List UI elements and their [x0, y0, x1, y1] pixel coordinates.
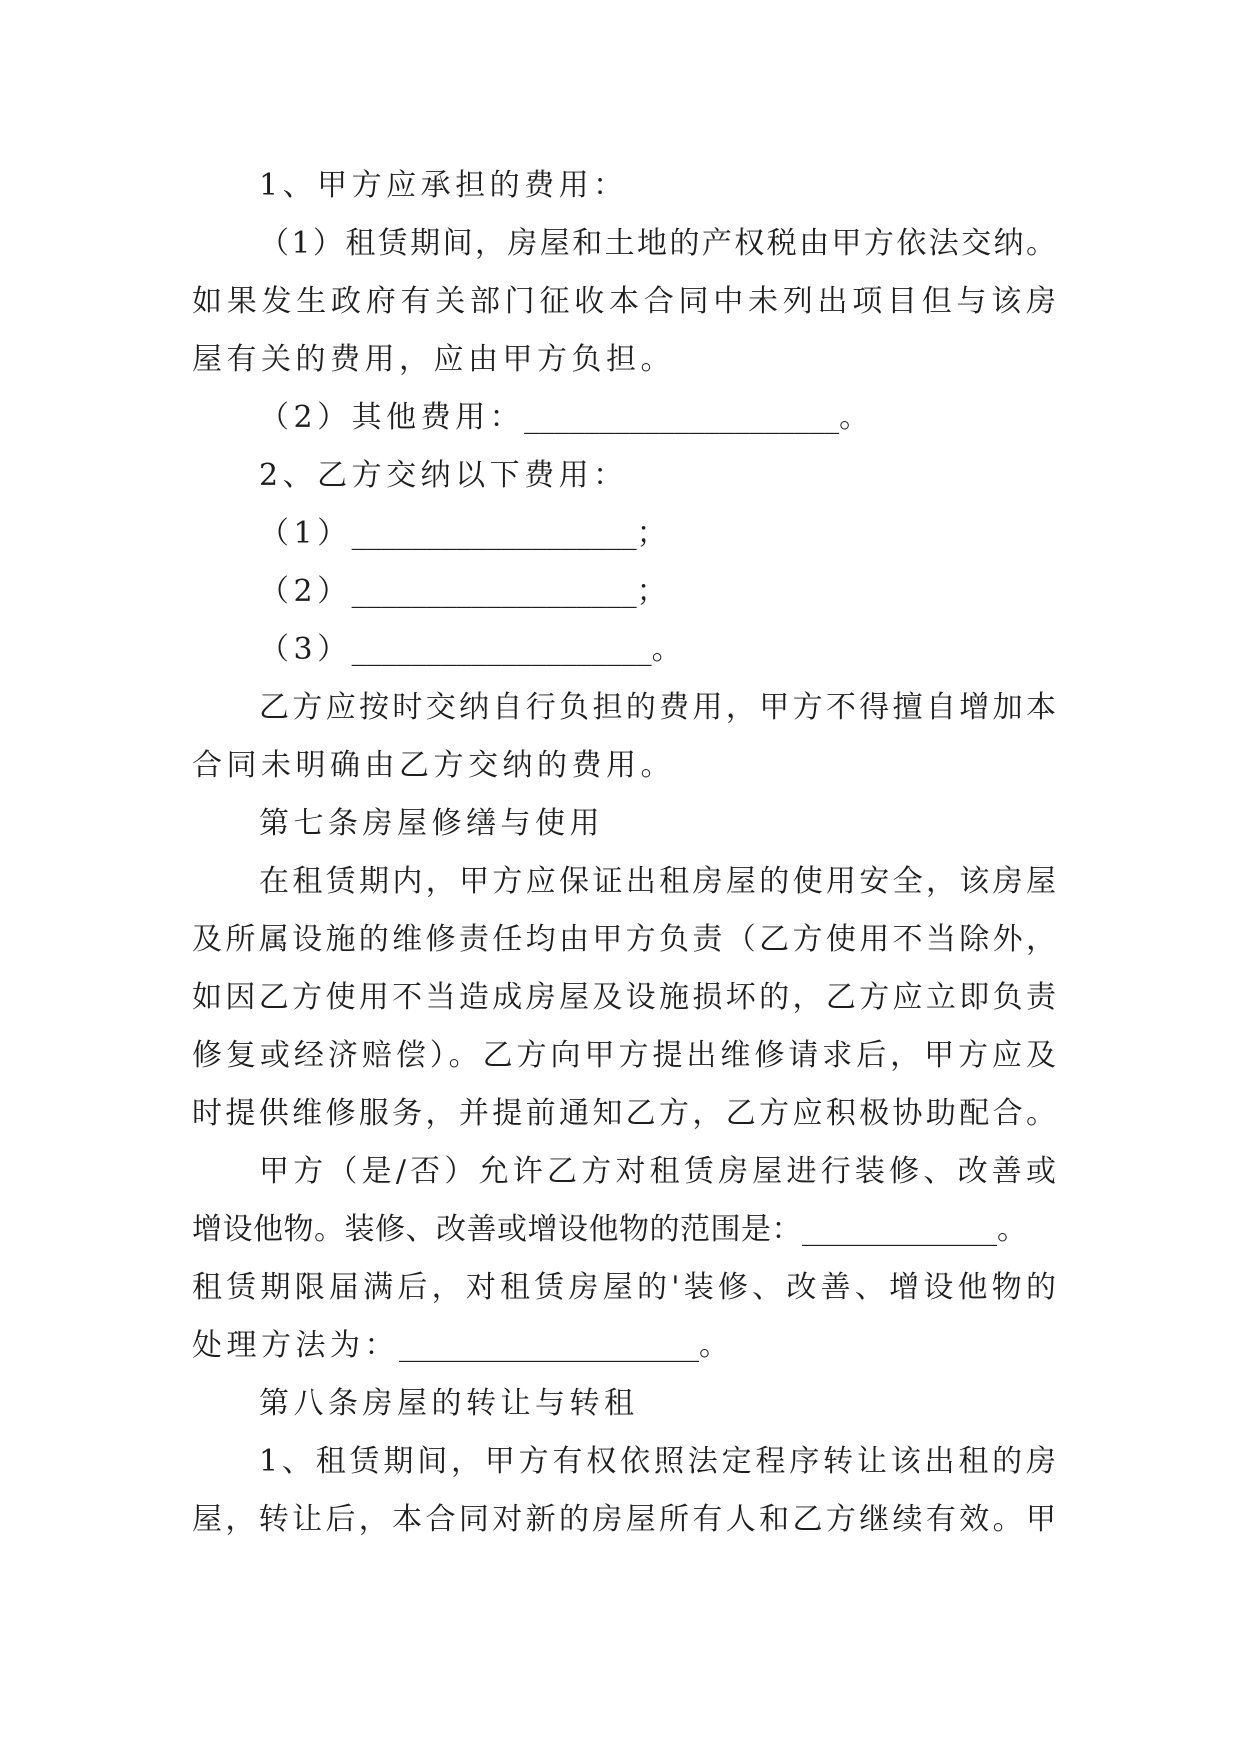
- text-line: 2、乙方交纳以下费用：: [259, 458, 628, 493]
- line-text: 。: [997, 1212, 1028, 1247]
- text-line: 乙方应按时交纳自行负担的费用，甲方不得擅自增加本: [259, 690, 1056, 725]
- section-heading: 第七条房屋修缮与使用: [259, 806, 604, 841]
- line-text: 。: [839, 400, 874, 435]
- fill-in-blank: _____________: [802, 1212, 997, 1247]
- line-text: 增设他物。装修、改善或增设他物的范围是：: [192, 1212, 802, 1247]
- line-text: 。: [699, 1328, 734, 1363]
- text-line: [192, 505, 1056, 563]
- text-line: 在租赁期内，甲方应保证出租房屋的使用安全，该房屋: [259, 864, 1056, 899]
- text-line: [192, 389, 1056, 447]
- text-line: 如因乙方使用不当造成房屋及设施损坏的，乙方应立即负责: [192, 980, 1056, 1015]
- line-text: ；: [636, 516, 672, 551]
- line-text: 处理方法为：: [192, 1328, 399, 1363]
- line-text: ；: [636, 574, 672, 609]
- fill-in-blank: ___________________: [351, 516, 637, 551]
- text-line: [192, 621, 1056, 679]
- line-text: （3）: [259, 632, 352, 667]
- fill-in-blank: _____________________: [524, 400, 840, 435]
- line-text: （2）其他费用：: [259, 400, 525, 435]
- line-text: （2）: [259, 574, 352, 609]
- text-line: 如果发生政府有关部门征收本合同中未列出项目但与该房: [192, 284, 1056, 319]
- document-page: [192, 157, 1056, 1549]
- text-line: 时提供维修服务，并提前通知乙方，乙方应积极协助配合。: [192, 1096, 1056, 1131]
- text-line: 租赁期限届满后，对租赁房屋的'装修、改善、增设他物的: [192, 1270, 1056, 1305]
- text-line: 1、租赁期间，甲方有权依照法定程序转让该出租的房: [259, 1444, 1056, 1479]
- text-line: （1）租赁期间，房屋和土地的产权税由甲方依法交纳。: [259, 226, 1056, 261]
- text-line: 屋，转让后，本合同对新的房屋所有人和乙方继续有效。甲: [192, 1502, 1056, 1537]
- text-line: 屋有关的费用，应由甲方负担。: [192, 342, 675, 377]
- text-line: [192, 1201, 1056, 1259]
- text-line: 甲方（是/否）允许乙方对租赁房屋进行装修、改善或: [259, 1154, 1056, 1189]
- text-line: [192, 1317, 1056, 1375]
- fill-in-blank: ____________________: [399, 1328, 699, 1363]
- line-text: 。: [651, 632, 687, 667]
- section-heading: 第八条房屋的转让与转租: [259, 1386, 639, 1421]
- fill-in-blank: ___________________: [351, 574, 637, 609]
- text-line: 合同未明确由乙方交纳的费用。: [192, 748, 675, 783]
- text-line: [192, 563, 1056, 621]
- line-text: （1）: [259, 516, 352, 551]
- fill-in-blank: ____________________: [351, 632, 652, 667]
- text-line: 及所属设施的维修责任均由甲方负责（乙方使用不当除外，: [192, 922, 1056, 957]
- text-line: 修复或经济赔偿）。乙方向甲方提出维修请求后，甲方应及: [192, 1038, 1056, 1073]
- text-line: 1、甲方应承担的费用：: [259, 168, 628, 203]
